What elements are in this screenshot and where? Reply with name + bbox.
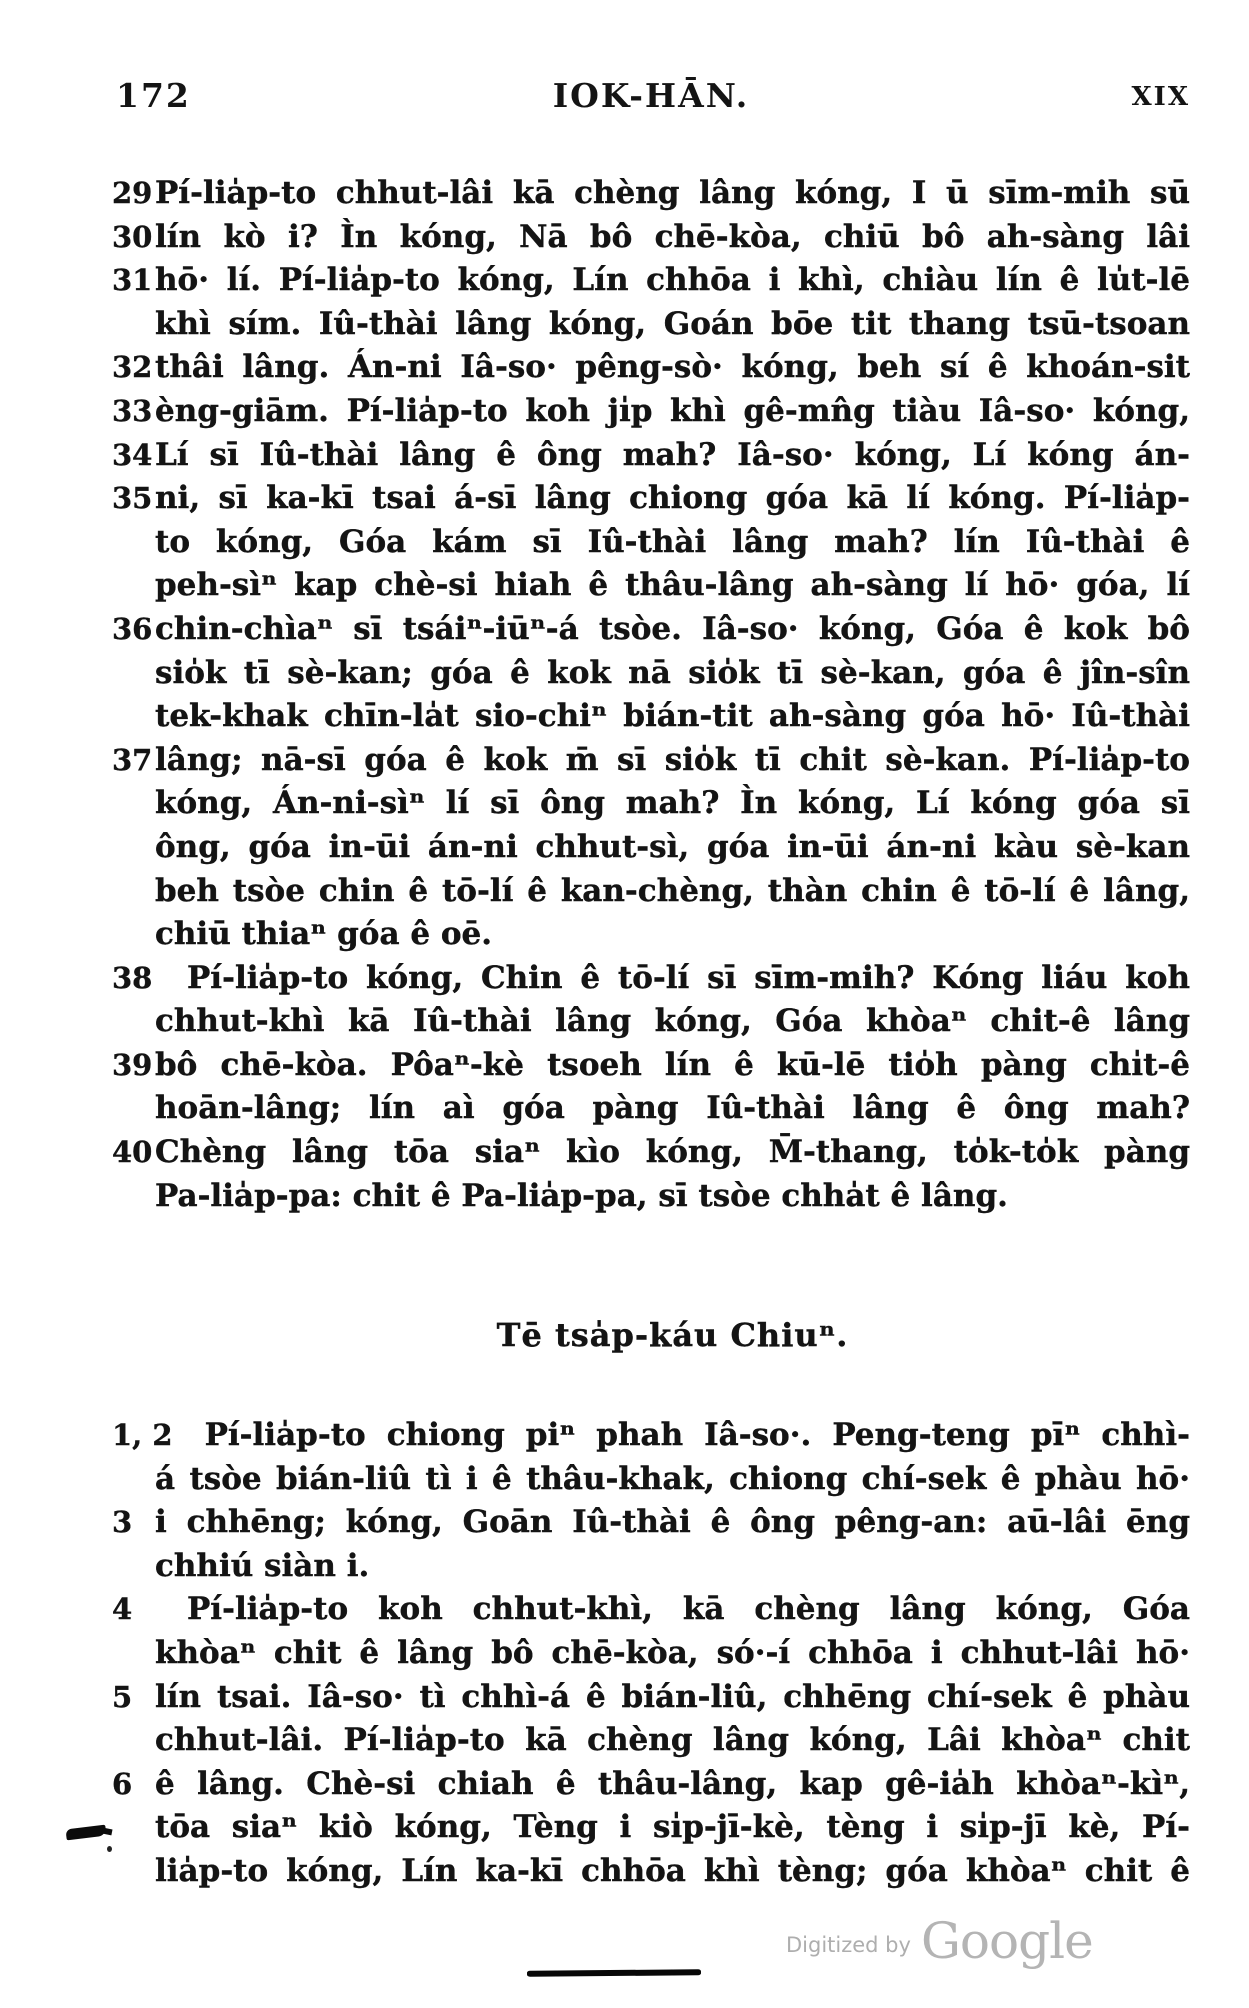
verse-number: 36 bbox=[112, 611, 153, 646]
verse-line bbox=[112, 1131, 1190, 1175]
verse-text: lâng; nā-sī góa ê kok m̄ sī sio̍k tī chit sè-kan. Pí-lia̍p-to bbox=[155, 741, 1190, 778]
verse-line bbox=[112, 564, 1190, 608]
verse-number bbox=[112, 1850, 155, 1894]
verse-text: i chhēng; kóng, Goān Iû-thài ê ông pêng-an: aū-lâi ēng bbox=[155, 1504, 1190, 1541]
verse-number bbox=[112, 1458, 155, 1502]
verse-text: chhut-khì kā Iû-thài lâng kóng, Góa khòaⁿ chit-ê lâng bbox=[155, 1003, 1190, 1040]
verse-line bbox=[112, 1719, 1190, 1763]
verse-line bbox=[112, 521, 1190, 565]
verse-number: 39 bbox=[112, 1047, 153, 1082]
verse-number bbox=[112, 870, 155, 914]
verse-number: 1, 2 bbox=[112, 1418, 173, 1452]
verse-number: 31 bbox=[112, 263, 153, 298]
verse-number: 30 bbox=[112, 219, 153, 254]
verse-line bbox=[112, 608, 1190, 652]
chapter-19-text-block bbox=[112, 1414, 1190, 1894]
verse-line bbox=[112, 1414, 1190, 1458]
verse-text: lia̍p-to kóng, Lín ka-kī chhōa khì tèng; góa khòaⁿ chit ê bbox=[155, 1852, 1190, 1889]
verse-text: Pí-lia̍p-to chhut-lâi kā chèng lâng kóng, I ū sīm-mih sū bbox=[155, 175, 1190, 211]
verse-line bbox=[112, 303, 1190, 347]
verse-number bbox=[112, 1719, 155, 1763]
verse-line bbox=[112, 1044, 1190, 1088]
verse-line bbox=[112, 739, 1190, 783]
google-watermark bbox=[786, 1912, 1093, 1970]
verse-line bbox=[112, 1175, 1190, 1219]
verse-number bbox=[112, 303, 155, 347]
verse-line bbox=[112, 1850, 1190, 1894]
running-header bbox=[112, 76, 1190, 116]
verse-number bbox=[112, 1545, 155, 1589]
scan-bar-artifact bbox=[527, 1969, 701, 1977]
verse-line bbox=[112, 216, 1190, 260]
verse-line bbox=[112, 782, 1190, 826]
verse-number bbox=[112, 564, 155, 608]
verse-number bbox=[112, 1175, 155, 1219]
verse-text: peh-sìⁿ kap chè-si hiah ê thâu-lâng ah-sàng lí hō· góa, lí bbox=[155, 567, 1190, 604]
verse-number bbox=[112, 826, 155, 870]
verse-number bbox=[112, 1087, 155, 1131]
verse-line bbox=[112, 1501, 1190, 1545]
verse-line bbox=[112, 1000, 1190, 1044]
verse-line bbox=[112, 346, 1190, 390]
verse-text: Pí-lia̍p-to koh chhut-khì, kā chèng lâng kóng, Góa bbox=[187, 1591, 1190, 1628]
verse-line bbox=[112, 913, 1190, 957]
verse-line bbox=[112, 1087, 1190, 1131]
verse-text: kóng, Án-ni-sìⁿ lí sī ông mah? Ìn kóng, Lí kóng góa sī bbox=[155, 785, 1190, 822]
verse-text: khòaⁿ chit ê lâng bô chē-kòa, só·-í chhōa i chhut-lâi hō· bbox=[155, 1634, 1190, 1671]
verse-text: Chèng lâng tōa siaⁿ kìo kóng, M̄-thang, to̍k-to̍k pàng bbox=[155, 1134, 1190, 1171]
verse-text: hō· lí. Pí-lia̍p-to kóng, Lín chhōa i khì, chiàu lín ê lu̍t-lē bbox=[155, 262, 1190, 299]
verse-number: 4 bbox=[112, 1592, 133, 1627]
verse-text: ê lâng. Chè-si chiah ê thâu-lâng, kap gê-ia̍h khòaⁿ-kìⁿ, bbox=[155, 1765, 1190, 1802]
chapter-19-heading: Tē tsa̍p-káu Chiuⁿ. bbox=[496, 1316, 849, 1354]
ink-smudge-artifact bbox=[65, 1825, 106, 1841]
verse-line bbox=[112, 390, 1190, 434]
verse-text: Lí sī Iû-thài lâng ê ông mah? Iâ-so· kóng, Lí kóng án- bbox=[155, 436, 1190, 473]
verse-number: 37 bbox=[112, 742, 153, 777]
verse-text: chhiú siàn i. bbox=[155, 1547, 370, 1584]
verse-line bbox=[112, 1763, 1190, 1807]
verse-number bbox=[112, 913, 155, 957]
chapter-numeral: XIX bbox=[1131, 82, 1190, 112]
verse-number: 3 bbox=[112, 1505, 133, 1540]
verse-number: 33 bbox=[112, 393, 153, 428]
verse-line bbox=[112, 695, 1190, 739]
verse-text: to kóng, Góa kám sī Iû-thài lâng mah? lín Iû-thài ê bbox=[155, 523, 1190, 560]
verse-line bbox=[112, 434, 1190, 478]
verse-text: Pa-lia̍p-pa: chit ê Pa-lia̍p-pa, sī tsòe chha̍t ê lâng. bbox=[155, 1177, 1008, 1214]
verse-number: 32 bbox=[112, 350, 153, 385]
verse-line bbox=[112, 259, 1190, 303]
digitized-by-label: Digitized by bbox=[786, 1933, 911, 1957]
verse-number bbox=[112, 1632, 155, 1676]
book-title: IOK-HĀN. bbox=[552, 76, 750, 115]
verse-line bbox=[112, 652, 1190, 696]
verse-text: chin-chìaⁿ sī tsáiⁿ-iūⁿ-á tsòe. Iâ-so· kóng, Góa ê kok bô bbox=[155, 610, 1190, 647]
verse-text: tek-khak chīn-la̍t sio-chiⁿ bián-tit ah-sàng góa hō· Iû-thài bbox=[155, 698, 1190, 735]
verse-number bbox=[112, 695, 155, 739]
verse-text: khì sím. Iû-thài lâng kóng, Goán bōe tit thang tsū-tsoan bbox=[155, 305, 1190, 342]
verse-number bbox=[112, 521, 155, 565]
verse-text: sio̍k tī sè-kan; góa ê kok nā sio̍k tī sè-kan, góa ê jîn-sîn bbox=[155, 654, 1190, 691]
verse-text: ông, góa in-ūi án-ni chhut-sì, góa in-ūi án-ni kàu sè-kan bbox=[155, 828, 1190, 865]
verse-line bbox=[112, 172, 1190, 216]
verse-text: thâi lâng. Án-ni Iâ-so· pêng-sò· kóng, beh sí ê khoán-sit bbox=[155, 349, 1190, 386]
verse-line bbox=[112, 1676, 1190, 1720]
verse-text: ni, sī ka-kī tsai á-sī lâng chiong góa kā lí kóng. Pí-lia̍p- bbox=[155, 480, 1190, 517]
verse-line bbox=[112, 477, 1190, 521]
verse-number: 35 bbox=[112, 481, 153, 516]
verse-number: 5 bbox=[112, 1679, 133, 1714]
verse-line bbox=[112, 1458, 1190, 1502]
verse-number bbox=[112, 782, 155, 826]
page-number: 172 bbox=[116, 76, 191, 115]
verse-text: á tsòe bián-liû tì i ê thâu-khak, chiong chí-sek ê phàu hō· bbox=[155, 1460, 1190, 1497]
verse-text: èng-giām. Pí-lia̍p-to koh ji̍p khì gê-mn̂g tiàu Iâ-so· kóng, bbox=[155, 392, 1190, 429]
verse-number bbox=[112, 1000, 155, 1044]
verse-number bbox=[112, 652, 155, 696]
google-logo: Google bbox=[920, 1912, 1093, 1970]
verse-text: chhut-lâi. Pí-lia̍p-to kā chèng lâng kóng, Lâi khòaⁿ chit bbox=[155, 1722, 1190, 1759]
verse-text: bô chē-kòa. Pôaⁿ-kè tsoeh lín ê kū-lē tio̍h pàng chi̍t-ê bbox=[155, 1046, 1190, 1083]
verse-text: Pí-lia̍p-to chiong piⁿ phah Iâ-so·. Peng-teng pīⁿ chhì- bbox=[204, 1417, 1190, 1453]
verse-text: chiū thiaⁿ góa ê oē. bbox=[155, 916, 493, 953]
verse-line bbox=[112, 1588, 1190, 1632]
verse-line bbox=[112, 826, 1190, 870]
verse-number: 29 bbox=[112, 176, 153, 210]
verse-text: tōa siaⁿ kiò kóng, Tèng i si̍p-jī-kè, tèng i si̍p-jī kè, Pí- bbox=[155, 1809, 1190, 1846]
verse-number: 38 bbox=[112, 960, 153, 995]
ink-dot-artifact bbox=[107, 1846, 112, 1852]
verse-number bbox=[112, 1806, 155, 1850]
verse-line bbox=[112, 1632, 1190, 1676]
verse-number: 34 bbox=[112, 437, 153, 472]
verse-line bbox=[112, 957, 1190, 1001]
verse-line bbox=[112, 1545, 1190, 1589]
verse-number: 40 bbox=[112, 1135, 153, 1170]
verse-line bbox=[112, 1806, 1190, 1850]
verse-text: hoān-lâng; lín aì góa pàng Iû-thài lâng ê ông mah? bbox=[155, 1090, 1190, 1127]
verse-text: Pí-lia̍p-to kóng, Chin ê tō-lí sī sīm-mih? Kóng liáu koh bbox=[187, 959, 1190, 996]
verse-line bbox=[112, 870, 1190, 914]
verse-text: beh tsòe chin ê tō-lí ê kan-chèng, thàn chin ê tō-lí ê lâng, bbox=[155, 872, 1190, 909]
verse-number: 6 bbox=[112, 1766, 133, 1801]
chapter-18-text-block bbox=[112, 172, 1190, 1218]
verse-text: lín kò i? Ìn kóng, Nā bô chē-kòa, chiū bô ah-sàng lâi bbox=[155, 218, 1190, 255]
verse-text: lín tsai. Iâ-so· tì chhì-á ê bián-liû, chhēng chí-sek ê phàu bbox=[155, 1678, 1190, 1715]
